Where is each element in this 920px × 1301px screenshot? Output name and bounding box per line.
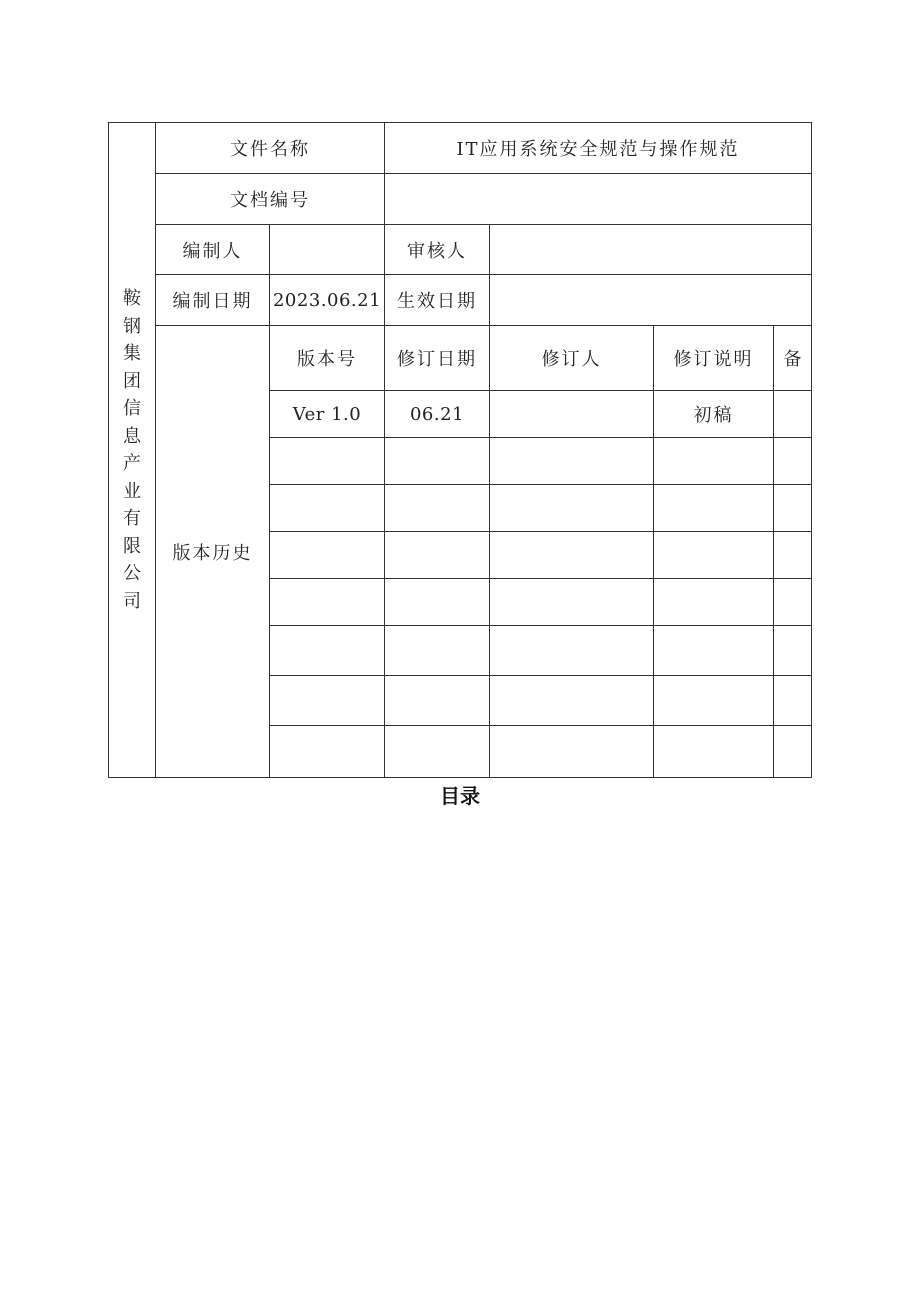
history-cell <box>490 532 654 579</box>
history-cell <box>774 579 812 626</box>
history-cell <box>774 438 812 485</box>
effective-date-label: 生效日期 <box>385 275 490 326</box>
version-history-label: 版本历史 <box>156 326 270 778</box>
history-cell <box>654 626 774 676</box>
history-cell <box>654 579 774 626</box>
history-cell <box>270 438 385 485</box>
history-cell <box>654 726 774 778</box>
company-name: 鞍钢集团信息产业有限公司 <box>122 288 141 612</box>
history-cell <box>774 485 812 532</box>
doc-number-value <box>385 174 812 225</box>
history-cell: 初稿 <box>654 391 774 438</box>
history-cell <box>270 626 385 676</box>
company-name-cell <box>109 123 156 778</box>
history-header-description: 修订说明 <box>654 326 774 391</box>
toc-heading: 目录 <box>440 784 480 808</box>
history-cell <box>490 391 654 438</box>
history-cell <box>490 485 654 532</box>
history-cell <box>490 438 654 485</box>
author-label: 编制人 <box>156 225 270 275</box>
history-cell <box>385 676 490 726</box>
history-cell <box>490 579 654 626</box>
history-cell <box>654 532 774 579</box>
file-name-value: IT应用系统安全规范与操作规范 <box>385 123 812 174</box>
reviewer-value <box>490 225 812 275</box>
history-cell <box>270 532 385 579</box>
history-cell <box>385 532 490 579</box>
reviewer-label: 审核人 <box>385 225 490 275</box>
history-cell <box>270 676 385 726</box>
history-cell <box>654 485 774 532</box>
history-cell <box>774 626 812 676</box>
history-cell <box>270 485 385 532</box>
document-control-table <box>108 122 812 778</box>
history-cell <box>385 485 490 532</box>
compile-date-value: 2023.06.21 <box>270 275 385 326</box>
file-name-label: 文件名称 <box>156 123 385 174</box>
author-value <box>270 225 385 275</box>
history-header-date: 修订日期 <box>385 326 490 391</box>
history-cell <box>490 726 654 778</box>
history-cell <box>385 626 490 676</box>
history-cell <box>654 438 774 485</box>
history-cell <box>654 676 774 726</box>
history-header-version: 版本号 <box>270 326 385 391</box>
history-cell <box>774 676 812 726</box>
compile-date-label: 编制日期 <box>156 275 270 326</box>
history-header-note: 备 <box>774 326 812 391</box>
history-header-reviser: 修订人 <box>490 326 654 391</box>
history-cell <box>490 626 654 676</box>
history-cell <box>270 726 385 778</box>
history-cell <box>774 726 812 778</box>
history-cell <box>270 579 385 626</box>
history-cell <box>385 438 490 485</box>
history-cell <box>774 532 812 579</box>
effective-date-value <box>490 275 812 326</box>
history-cell <box>490 676 654 726</box>
history-cell: 06.21 <box>385 391 490 438</box>
history-cell <box>774 391 812 438</box>
doc-number-label: 文档编号 <box>156 174 385 225</box>
history-cell <box>385 726 490 778</box>
history-cell: Ver 1.0 <box>270 391 385 438</box>
history-cell <box>385 579 490 626</box>
